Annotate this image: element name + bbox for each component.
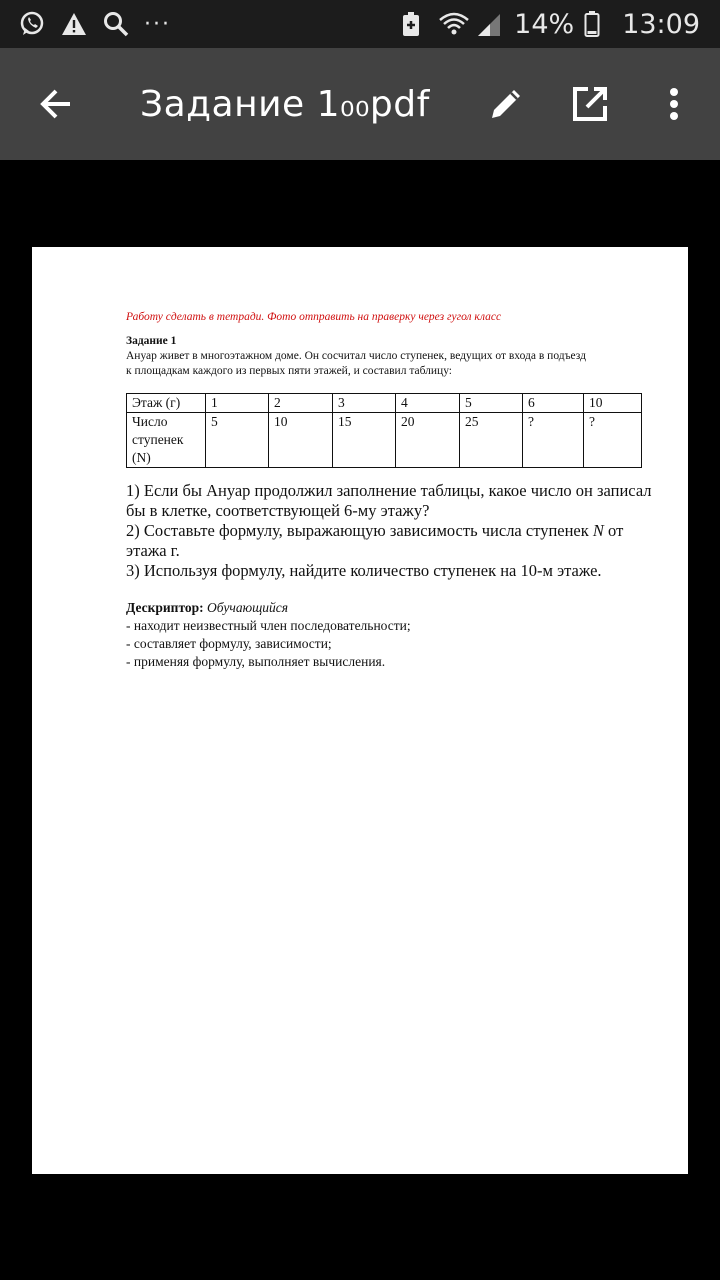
descriptor-item: - находит неизвестный член последовательности; <box>126 618 411 633</box>
search-icon <box>102 10 130 38</box>
arrow-back-icon <box>36 84 76 124</box>
status-bar <box>0 0 720 48</box>
clock: 13:09 <box>622 8 700 40</box>
table-header-cell: Этаж (г) <box>127 394 206 413</box>
pdf-page <box>32 247 688 1174</box>
table-row <box>127 413 642 468</box>
battery-saver-icon <box>400 10 428 38</box>
question-2-tail: от этажа г. <box>126 521 624 560</box>
table-row <box>127 394 642 413</box>
descriptor-subject: Обучающийся <box>203 600 289 615</box>
signal-icon <box>476 10 504 38</box>
back-button[interactable] <box>28 76 84 132</box>
table-cell: 10 <box>584 394 642 413</box>
table-cell: 1 <box>206 394 269 413</box>
descriptor-item: - применяя формулу, выполняет вычисления. <box>126 654 386 669</box>
instruction-text: Работу сделать в тетради. Фото отправить на праверку через гугол класс <box>126 311 502 323</box>
question-2 <box>126 521 656 561</box>
battery-percent: 14% <box>514 8 575 40</box>
table-cell: ? <box>584 413 642 468</box>
wifi-icon <box>438 10 466 38</box>
battery-icon <box>584 10 612 38</box>
warning-icon <box>60 10 88 38</box>
descriptor-item: - составляет формулу, зависимости; <box>126 636 332 651</box>
table-cell: 3 <box>333 394 396 413</box>
table-cell: 2 <box>269 394 333 413</box>
header-line: ступенек <box>132 432 184 447</box>
header-line: Число <box>132 414 168 429</box>
descriptor-label: Дескриптор: <box>126 600 204 615</box>
task-text <box>126 349 646 379</box>
table-cell: 6 <box>523 394 584 413</box>
steps-table <box>126 393 642 468</box>
more-vert-icon <box>668 84 680 124</box>
descriptor-heading <box>126 599 646 617</box>
document-title: Задание 1₀₀pdf <box>140 83 430 125</box>
variable-n: N <box>592 521 604 540</box>
header-line: (N) <box>132 450 151 465</box>
questions <box>126 481 656 581</box>
task-text-line: Ануар живет в многоэтажном доме. Он сосчитал число ступенек, ведущих от входа в подъезд <box>126 350 586 362</box>
question-1: 1) Если бы Ануар продолжил заполнение таблицы, какое число он записал бы в клетке, соответствующей 6-му этажу? <box>126 481 652 520</box>
table-cell: 10 <box>269 413 333 468</box>
question-3: 3) Используя формулу, найдите количество ступенек на 10-м этаже. <box>126 561 602 580</box>
open-in-new-icon <box>570 84 610 124</box>
task-title: Задание 1 <box>126 335 177 347</box>
table-cell: 15 <box>333 413 396 468</box>
table-cell: 5 <box>206 413 269 468</box>
table-cell: 20 <box>396 413 460 468</box>
overflow-notifications: ··· <box>144 11 171 37</box>
table-cell: 5 <box>460 394 523 413</box>
edit-button[interactable] <box>484 82 528 126</box>
table-cell: ? <box>523 413 584 468</box>
descriptor <box>126 599 646 671</box>
pencil-icon <box>486 84 526 124</box>
more-options-button[interactable] <box>652 82 696 126</box>
table-cell: 4 <box>396 394 460 413</box>
table-cell: 25 <box>460 413 523 468</box>
app-bar <box>0 48 720 160</box>
whatsapp-icon <box>18 10 46 38</box>
open-external-button[interactable] <box>568 82 612 126</box>
task-text-line: к площадкам каждого из первых пяти этажей, и составил таблицу: <box>126 365 452 377</box>
table-header-cell <box>127 413 206 468</box>
question-2-text: 2) Составьте формулу, выражающую зависимость числа ступенек <box>126 521 593 540</box>
